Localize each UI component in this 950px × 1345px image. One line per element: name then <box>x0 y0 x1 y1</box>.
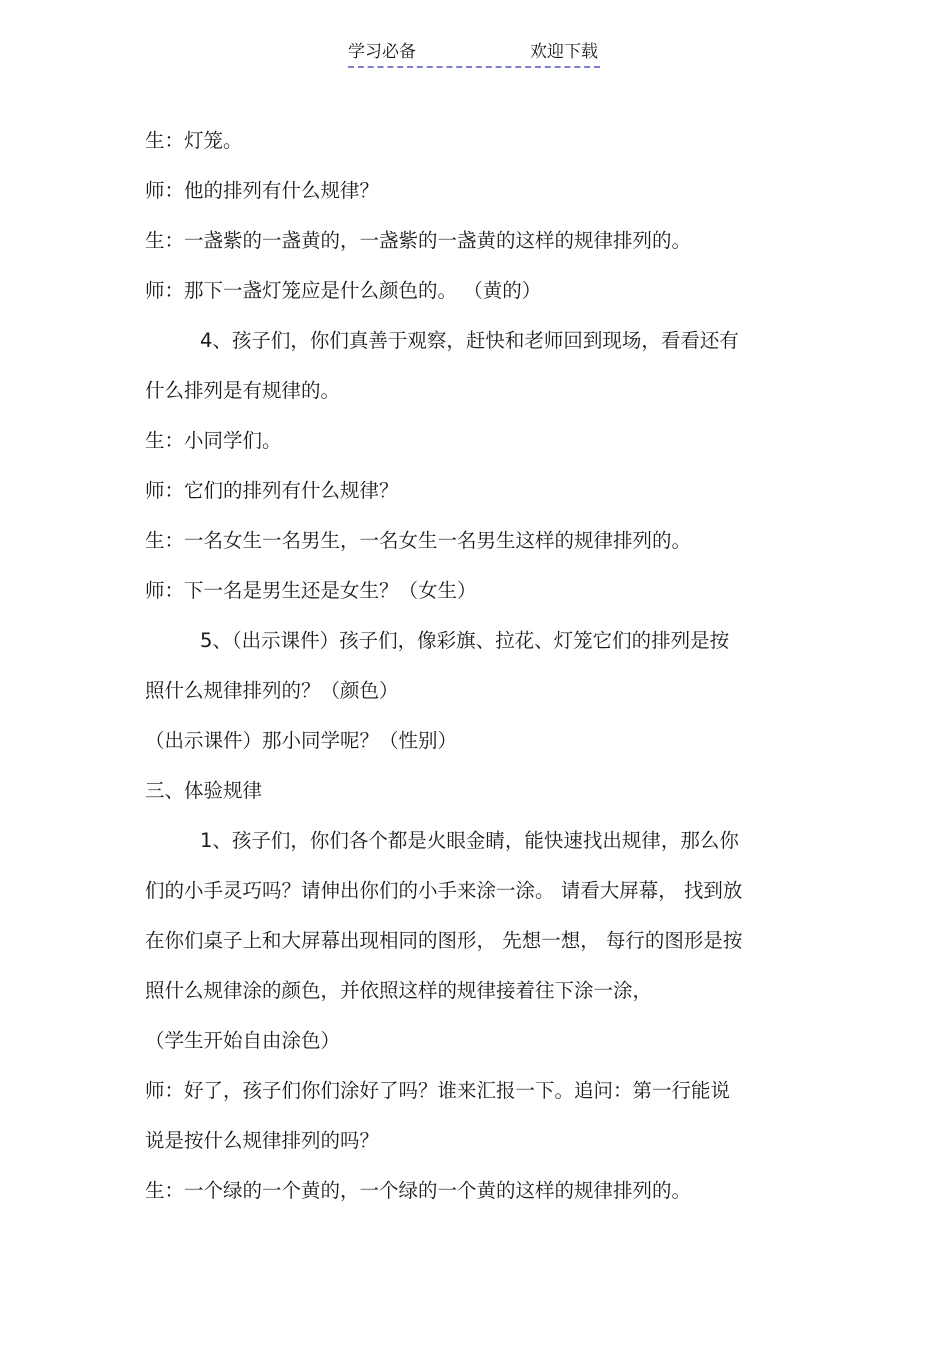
text-line-19: （学生开始自由涂色） <box>145 1029 341 1052</box>
text-line-7: 生：小同学们。 <box>145 429 282 452</box>
document-body <box>145 125 815 1225</box>
text-line-5: 4、孩子们，你们真善于观察，赶快和老师回到现场，看看还有 <box>200 329 739 352</box>
text-line-8: 师：它们的排列有什么规律？ <box>145 479 399 502</box>
header-right-text: 欢迎下载 <box>530 42 598 62</box>
text-line-1: 生：灯笼。 <box>145 129 243 152</box>
text-line-11: 5、（出示课件）孩子们，像彩旗、拉花、灯笼它们的排列是按 <box>200 629 730 652</box>
text-line-9: 生：一名女生一名男生，一名女生一名男生这样的规律排列的。 <box>145 529 692 552</box>
text-line-21: 说是按什么规律排列的吗？ <box>145 1129 380 1152</box>
text-line-3: 生：一盏紫的一盏黄的，一盏紫的一盏黄的这样的规律排列的。 <box>145 229 692 252</box>
text-line-20: 师：好了，孩子们你们涂好了吗？谁来汇报一下。追问：第一行能说 <box>145 1079 731 1102</box>
text-line-12: 照什么规律排列的？（颜色） <box>145 679 399 702</box>
text-line-17: 在你们桌子上和大屏幕出现相同的图形， 先想一想， 每行的图形是按 <box>145 929 743 952</box>
text-line-15: 1、孩子们，你们各个都是火眼金睛，能快速找出规律，那么你 <box>200 829 739 852</box>
page-header <box>348 40 600 68</box>
text-line-6: 什么排列是有规律的。 <box>145 379 341 402</box>
text-line-16: 们的小手灵巧吗？请伸出你们的小手来涂一涂。 请看大屏幕， 找到放 <box>145 879 743 902</box>
text-line-2: 师：他的排列有什么规律？ <box>145 179 380 202</box>
text-line-18: 照什么规律涂的颜色，并依照这样的规律接着往下涂一涂， <box>145 979 653 1002</box>
header-left-text: 学习必备 <box>348 42 416 62</box>
text-line-13: （出示课件）那小同学呢？（性别） <box>145 729 458 752</box>
text-line-10: 师：下一名是男生还是女生？（女生） <box>145 579 477 602</box>
section-heading: 三、体验规律 <box>145 779 263 802</box>
text-line-22: 生：一个绿的一个黄的，一个绿的一个黄的这样的规律排列的。 <box>145 1179 692 1202</box>
text-line-4: 师：那下一盏灯笼应是什么颜色的。 （黄的） <box>145 279 542 302</box>
